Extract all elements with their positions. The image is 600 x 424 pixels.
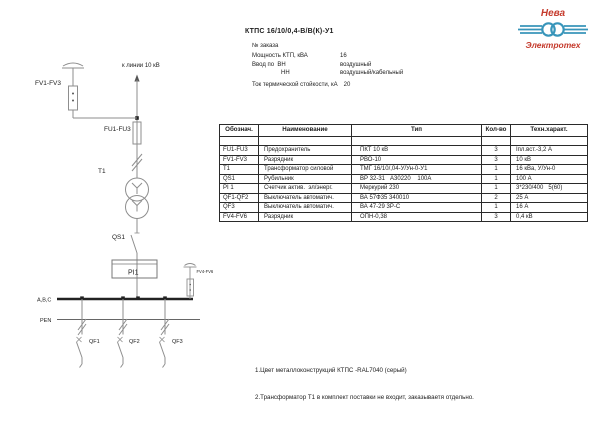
t1-label: Т1	[98, 168, 106, 175]
notes	[255, 348, 474, 420]
cell-tech: 16 А	[511, 203, 588, 213]
lv-busbar	[57, 296, 193, 300]
cell-type: ПКТ 10 кВ	[352, 146, 482, 156]
fv4-fv6-label: FV4-FV6	[196, 269, 214, 274]
spec-table-body	[220, 146, 588, 222]
hv-incoming-line	[73, 63, 160, 178]
qf3-label: QF3	[172, 339, 183, 345]
spec-row	[252, 53, 347, 59]
spec-row	[252, 43, 340, 49]
logo-emblem-icon	[517, 20, 589, 40]
ground-icon	[62, 63, 84, 68]
feeder-qf3-symbol	[160, 299, 170, 368]
spec-value: воздушный/кабельный	[340, 70, 404, 76]
spec-label: Ток термической стойкости, кА	[252, 82, 338, 88]
cell-qty: 1	[482, 174, 511, 184]
cell-name: Счетчик актив. эл/энерг.	[259, 184, 352, 194]
spec-row	[252, 70, 403, 76]
cell-tech: 3*230/400 5(60)	[511, 184, 588, 194]
drawing-title: КТПС 16/10/0,4-В/В(К)-У1	[245, 28, 334, 35]
spec-row	[252, 62, 371, 68]
equipment-table-wrap	[219, 124, 588, 222]
cell-qty: 3	[482, 146, 511, 156]
cell-name: Разрядник	[259, 155, 352, 165]
arrester-fv4-fv6-symbol	[184, 264, 197, 300]
table-header-row	[220, 125, 588, 137]
qf1-label: QF1	[89, 339, 100, 345]
spec-value: воздушный	[340, 62, 372, 68]
cell-type: ВА 57Ф35 340010	[352, 193, 482, 203]
cell-type: ВР 32-31 А30220 100А	[352, 174, 482, 184]
spec-label: НН	[281, 70, 290, 76]
col-header-type: Тип	[352, 125, 482, 137]
cell-designation: FV1-FV3	[220, 155, 259, 165]
logo-name-bottom: Электротех	[525, 40, 581, 50]
logo-name-top: Нева	[540, 8, 566, 19]
cell-tech: 10 кВ	[511, 155, 588, 165]
cell-designation: QS1	[220, 174, 259, 184]
transformer-t1-symbol	[126, 178, 149, 233]
cell-qty: 2	[482, 193, 511, 203]
spec-value: 16	[340, 52, 347, 59]
cell-type: РВО-10	[352, 155, 482, 165]
cell-name: Рубильник	[259, 174, 352, 184]
cell-tech: 25 А	[511, 193, 588, 203]
busbar-label: A,B,C	[37, 297, 52, 304]
cell-tech: 100 А	[511, 174, 588, 184]
col-header-designation: Обознач.	[220, 125, 259, 137]
cell-type: ТМГ 16/10/,04-У/Ун-0-У1	[352, 165, 482, 175]
cell-tech: 16 кВа, У/Ун-0	[511, 165, 588, 175]
table-row	[220, 155, 588, 165]
cell-designation: QF3	[220, 203, 259, 213]
cell-qty: 1	[482, 203, 511, 213]
qs1-label: QS1	[112, 234, 126, 241]
switch-qs1-symbol	[131, 233, 140, 260]
spec-row	[252, 82, 350, 88]
pen-label: PEN	[40, 318, 52, 324]
spec-value: 20	[343, 82, 351, 88]
cell-designation: QF1-QF2	[220, 193, 259, 203]
table-row	[220, 165, 588, 175]
table-empty-row	[220, 137, 588, 146]
table-row	[220, 174, 588, 184]
cell-type: Меркурий 230	[352, 184, 482, 194]
cell-name: Предохранитель	[259, 146, 352, 156]
table-row	[220, 184, 588, 194]
col-header-tech: Техн.характ.	[511, 125, 588, 137]
cell-qty: 3	[482, 155, 511, 165]
order-specs	[252, 43, 472, 95]
cell-name: Разрядник	[259, 212, 352, 222]
fu1-fu3-label: FU1-FU3	[104, 126, 131, 133]
cell-designation: FU1-FU3	[220, 146, 259, 156]
cell-name: Трансформатор силовой	[259, 165, 352, 175]
col-header-name: Наименование	[259, 125, 352, 137]
spec-label: № заказа	[252, 43, 279, 49]
cell-qty: 3	[482, 212, 511, 222]
table-row	[220, 146, 588, 156]
col-header-qty: Кол-во	[482, 125, 511, 137]
cell-type: ОПН-0,38	[352, 212, 482, 222]
cell-designation: Т1	[220, 165, 259, 175]
equipment-table	[219, 124, 588, 222]
cell-name: Выключатель автоматич.	[259, 203, 352, 213]
arrester-fv1-fv3-symbol	[62, 63, 84, 118]
cell-tech: 0,4 кВ	[511, 212, 588, 222]
cell-tech: Iпл.вст.-3,2 А	[511, 146, 588, 156]
cell-designation: PI 1	[220, 184, 259, 194]
feeder-qf1-symbol	[77, 299, 87, 368]
cell-qty: 1	[482, 165, 511, 175]
feeder-qf2-symbol	[118, 299, 128, 368]
note-line: 2.Трансформатор Т1 в комплект поставки не входит, заказываетя отдельно.	[255, 394, 474, 401]
cell-designation: FV4-FV6	[220, 212, 259, 222]
spec-label: Мощность КТП, кВА	[252, 52, 308, 59]
pi1-label: PI1	[128, 269, 139, 277]
qf2-label: QF2	[129, 339, 140, 345]
spec-label: Ввод по ВН	[252, 62, 286, 68]
junction-dot	[136, 296, 140, 300]
cell-name: Выключатель автоматич.	[259, 193, 352, 203]
manufacturer-logo	[514, 9, 592, 50]
note-line: 1.Цвет металлоконструкций КТПС -RAL7040 (серый)	[255, 367, 407, 374]
table-row	[220, 193, 588, 203]
meter-pi1-symbol	[112, 260, 157, 278]
table-row	[220, 203, 588, 213]
fv1-fv3-label: FV1-FV3	[35, 80, 62, 87]
ground-icon	[184, 264, 197, 268]
line-10kv-label: к линии 10 кВ	[122, 63, 160, 69]
cell-type: ВА 47-29 3Р-С	[352, 203, 482, 213]
table-row	[220, 212, 588, 222]
cell-qty: 1	[482, 184, 511, 194]
